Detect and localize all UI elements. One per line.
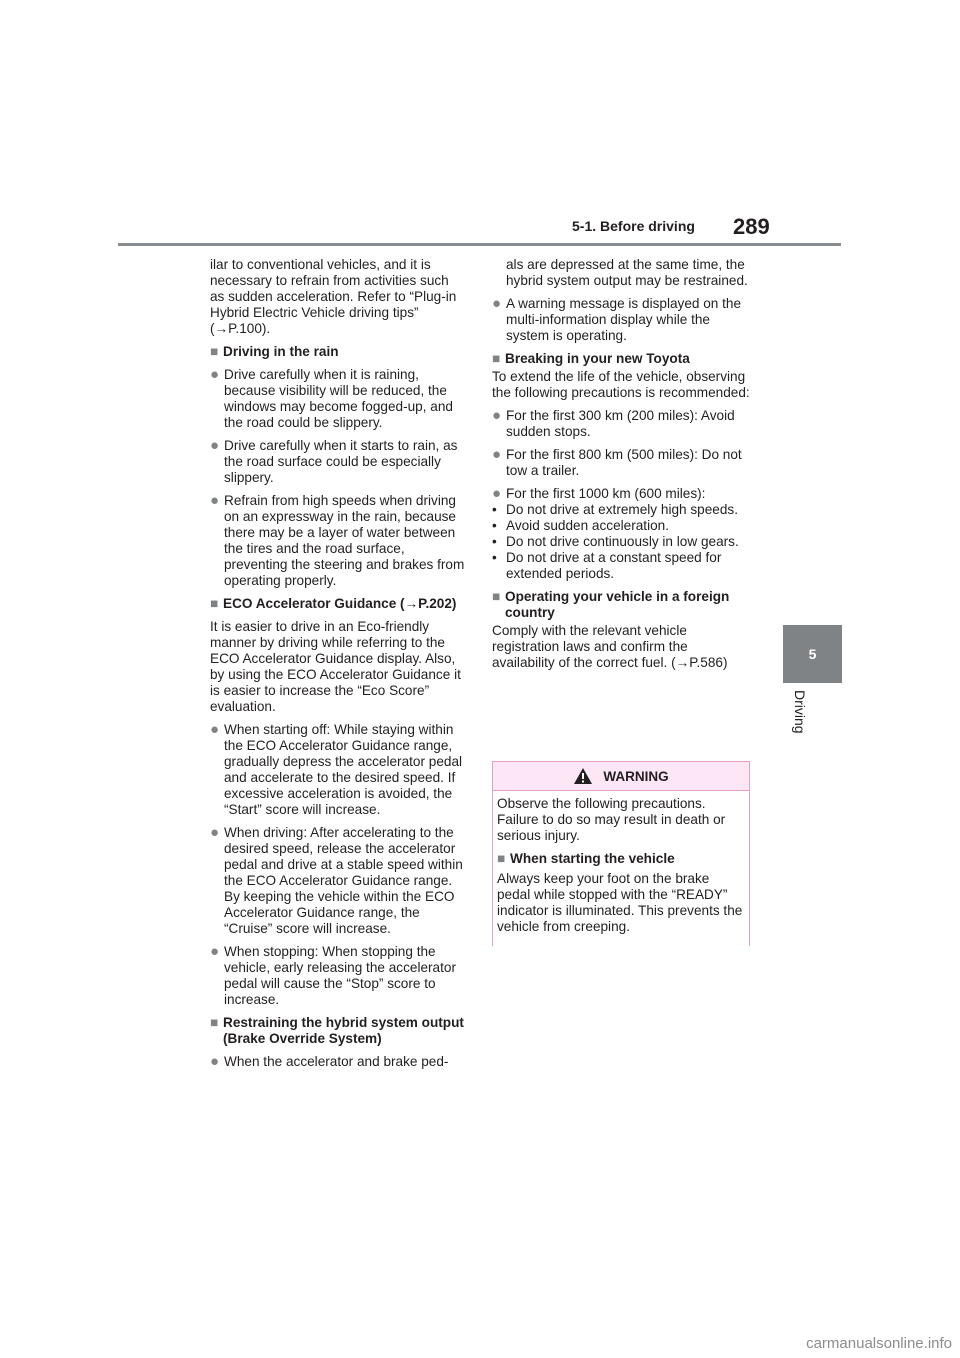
page-number: 289: [733, 214, 770, 239]
list-item: ● When the accelerator and brake ped-: [210, 1053, 449, 1070]
bullet-icon: •: [492, 502, 497, 517]
paragraph: als are depressed at the same time, the hybrid system output may be restrained.: [506, 257, 748, 288]
list-item: ● A warning message is displayed on the multi-information display while the system is operating.: [492, 295, 742, 343]
list-item: ● When stopping: When stopping the vehicle, early releasing the accelerator pedal will cause the “Stop” score to increase.: [210, 943, 456, 1007]
heading-driving-rain: ■ Driving in the rain: [210, 344, 339, 359]
heading-starting-vehicle: ■ When starting the vehicle: [497, 851, 675, 866]
warning-title: WARNING: [603, 768, 669, 784]
circle-bullet-icon: ●: [210, 721, 220, 738]
sub-list-item: • Do not drive at extremely high speeds.: [492, 502, 738, 517]
left-column: [210, 257, 465, 1077]
square-bullet-icon: ■: [210, 344, 219, 359]
chapter-label: Driving: [792, 690, 808, 734]
square-bullet-icon: ■: [497, 851, 506, 866]
heading-foreign-country: ■ Operating your vehicle in a foreign country: [492, 589, 730, 620]
watermark: carmanualsonline.info: [806, 1335, 952, 1352]
paragraph: Comply with the relevant vehicle registration laws and confirm the availability of the correct fuel. (→P.586): [492, 623, 728, 670]
paragraph: It is easier to drive in an Eco-friendly manner by driving while referring to the ECO Accelerator Guidance display. Also, by using the ECO Accelerator Guidance it is easier to increase the “Eco Score” evaluation.: [210, 619, 461, 714]
section-title: 5-1. Before driving: [572, 218, 695, 234]
list-item: ● For the first 800 km (500 miles): Do not tow a trailer.: [492, 446, 742, 478]
list-item: ● For the first 300 km (200 miles): Avoid sudden stops.: [492, 407, 735, 439]
circle-bullet-icon: ●: [210, 492, 220, 509]
circle-bullet-icon: ●: [492, 407, 502, 424]
right-column: [492, 257, 752, 678]
heading-eco-guidance: ■ ECO Accelerator Guidance (→P.202): [210, 596, 457, 611]
list-item: ● When driving: After accelerating to the desired speed, release the accelerator pedal and drive at a stable speed within the ECO Accelerator Guidance range. By keeping the vehicle within the ECO Accelerator Guidance range, the “Cruise” score will increase.: [210, 824, 463, 936]
circle-bullet-icon: ●: [492, 295, 502, 312]
list-item: ● For the first 1000 km (600 miles):: [492, 485, 706, 502]
warning-header: [493, 762, 749, 791]
sub-list: [492, 502, 752, 582]
paragraph: To extend the life of the vehicle, observing the following precautions is recommended:: [492, 369, 750, 400]
square-bullet-icon: ■: [210, 596, 219, 611]
heading-breaking-in: ■ Breaking in your new Toyota: [492, 351, 690, 366]
warning-triangle-icon: [573, 767, 593, 785]
bullet-icon: •: [492, 550, 497, 565]
bullet-icon: •: [492, 518, 497, 533]
list-item: ● Refrain from high speeds when driving on an expressway in the rain, because there may be a layer of water between the tires and the road surface, preventing the steering and brakes from operating properly.: [210, 492, 465, 588]
warning-body: [493, 791, 749, 946]
list-item: ● Drive carefully when it is raining, because visibility will be reduced, the windows may become fogged-up, and the road could be slippery.: [210, 366, 453, 430]
sub-list-item: • Avoid sudden acceleration.: [492, 518, 669, 533]
paragraph: Observe the following precautions. Failure to do so may result in death or serious injury.: [497, 796, 726, 843]
square-bullet-icon: ■: [492, 351, 501, 366]
square-bullet-icon: ■: [210, 1015, 219, 1030]
circle-bullet-icon: ●: [210, 366, 220, 383]
circle-bullet-icon: ●: [492, 485, 502, 502]
bullet-icon: •: [492, 534, 497, 549]
square-bullet-icon: ■: [492, 589, 501, 604]
circle-bullet-icon: ●: [210, 824, 220, 841]
paragraph: ilar to conventional vehicles, and it is necessary to refrain from activities such as sudden acceleration. Refer to “Plug-in Hybrid Electric Vehicle driving tips” (→P.100).: [210, 257, 457, 336]
sub-list-item: • Do not drive continuously in low gears.: [492, 534, 739, 549]
chapter-tab: [783, 625, 842, 683]
sub-list-item: • Do not drive at a constant speed for extended periods.: [492, 550, 722, 581]
circle-bullet-icon: ●: [210, 437, 220, 454]
circle-bullet-icon: ●: [210, 1053, 220, 1070]
header-rule: [118, 243, 841, 246]
circle-bullet-icon: ●: [210, 943, 220, 960]
paragraph: Always keep your foot on the brake pedal while stopped with the “READY” indicator is illuminated. This prevents the vehicle from creeping.: [497, 871, 743, 934]
chapter-number: 5: [808, 646, 817, 662]
heading-brake-override: ■ Restraining the hybrid system output (Brake Override System): [210, 1015, 464, 1046]
list-item: ● Drive carefully when it starts to rain, as the road surface could be especially slippery.: [210, 437, 458, 485]
warning-box: [492, 761, 750, 946]
list-item: ● When starting off: While staying within the ECO Accelerator Guidance range, gradually depress the accelerator pedal and accelerate to the desired speed. If excessive acceleration is avoided, the “Start” score will increase.: [210, 721, 463, 817]
circle-bullet-icon: ●: [492, 446, 502, 463]
